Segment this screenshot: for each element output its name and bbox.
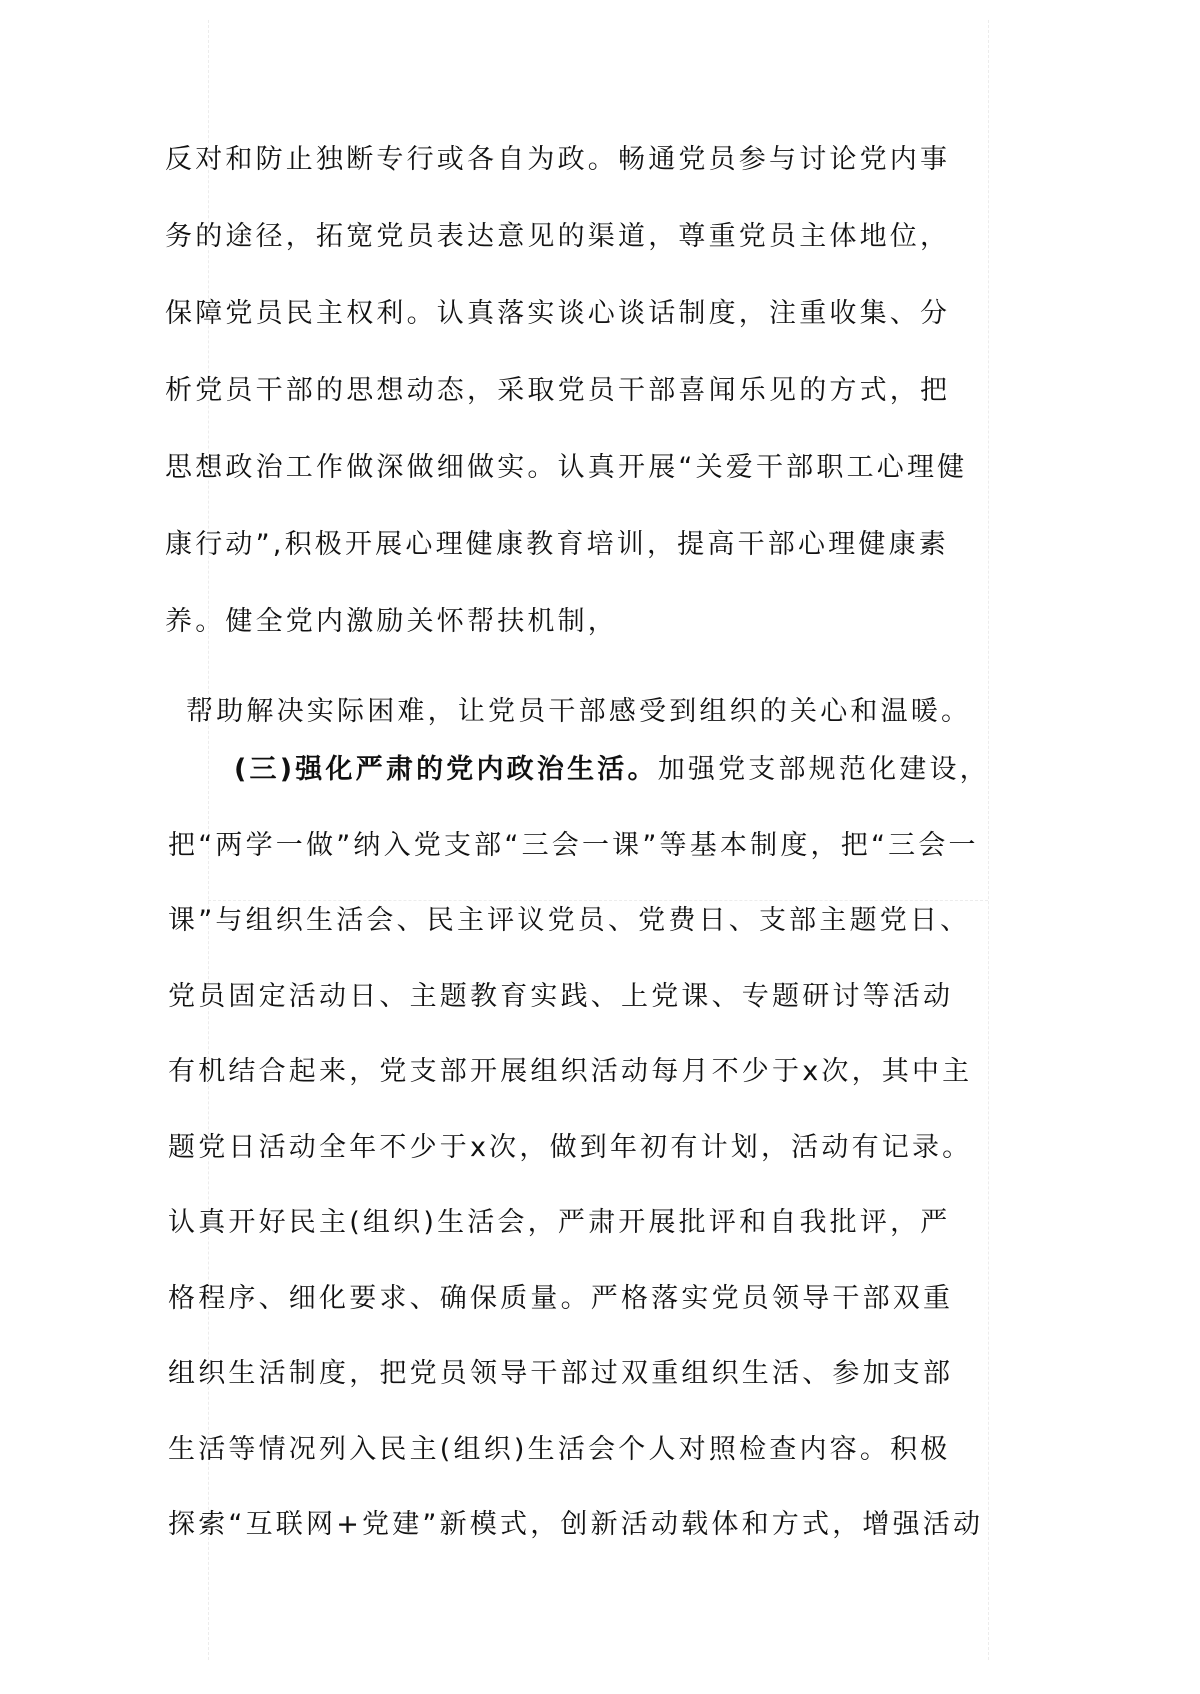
margin-guide-right <box>988 20 989 1660</box>
paragraph-line: 务的途径，拓宽党员表达意见的渠道，尊重党员主体地位， <box>165 221 951 252</box>
section-heading: (三)强化严肃的党内政治生活。 <box>234 754 658 785</box>
paragraph-line: 生活等情况列入民主(组织)生活会个人对照检查内容。积极 <box>168 1434 951 1465</box>
paragraph-line: 课”与组织生活会、民主评议党员、党费日、支部主题党日、 <box>168 905 971 936</box>
paragraph-line: 反对和防止独断专行或各自为政。畅通党员参与讨论党内事 <box>165 144 951 175</box>
paragraph-line: 把“两学一做”纳入党支部“三会一课”等基本制度，把“三会一 <box>168 830 979 861</box>
paragraph-line: 认真开好民主(组织)生活会，严肃开展批评和自我批评，严 <box>168 1207 951 1238</box>
paragraph-line: 党员固定活动日、主题教育实践、上党课、专题研讨等活动 <box>168 981 954 1012</box>
paragraph-line: 康行动”,积极开展心理健康教育培训，提高干部心理健康素 <box>165 529 949 560</box>
section-first-line <box>234 752 990 788</box>
paragraph-line: 保障党员民主权利。认真落实谈心谈话制度，注重收集、分 <box>165 298 951 329</box>
paragraph-line: 有机结合起来，党支部开展组织活动每月不少于x次，其中主 <box>168 1056 973 1087</box>
paragraph-line: 养。健全党内激励关怀帮扶机制， <box>165 606 618 637</box>
paragraph-line: 思想政治工作做深做细做实。认真开展“关爱干部职工心理健 <box>165 452 968 483</box>
section-first-line-text: 加强党支部规范化建设， <box>657 754 990 785</box>
paragraph-line: 探索“互联网+党建”新模式，创新活动载体和方式，增强活动 <box>168 1509 984 1540</box>
paragraph-line: 格程序、细化要求、确保质量。严格落实党员领导干部双重 <box>168 1283 954 1314</box>
paragraph-line: 题党日活动全年不少于x次，做到年初有计划，活动有记录。 <box>168 1132 973 1163</box>
paragraph-line: 组织生活制度，把党员领导干部过双重组织生活、参加支部 <box>168 1358 954 1389</box>
paragraph-line: 析党员干部的思想动态，采取党员干部喜闻乐见的方式，把 <box>165 375 951 406</box>
section-guide <box>208 900 988 901</box>
continuation-line: 帮助解决实际困难，让党员干部感受到组织的关心和温暖。 <box>186 696 972 727</box>
